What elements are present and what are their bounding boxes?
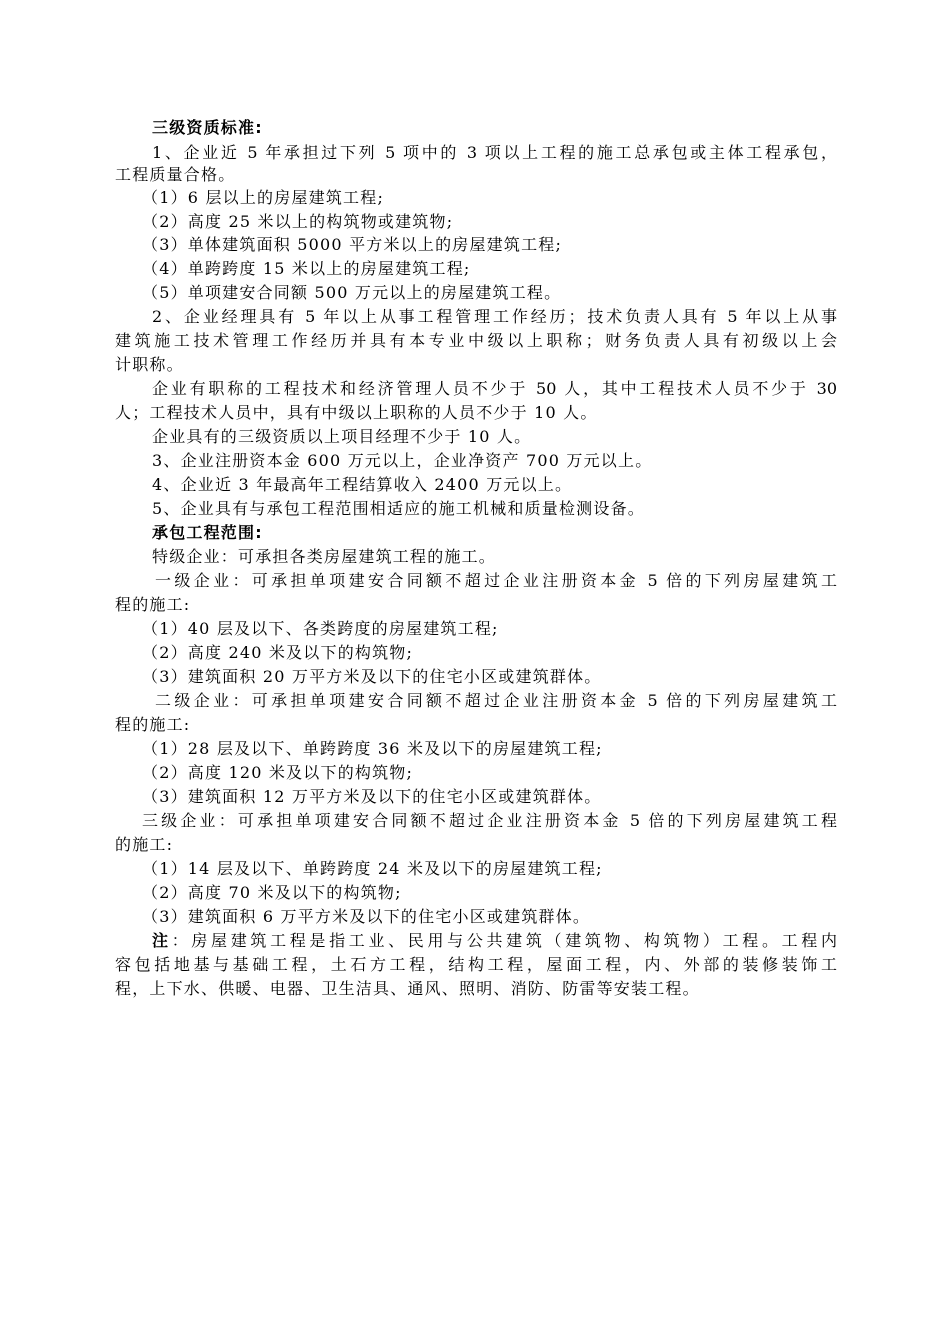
note-line <box>152 929 837 953</box>
list-item: （1）28 层及以下、单跨跨度 36 米及以下的房屋建筑工程; <box>142 739 603 758</box>
list-item: （2）高度 240 米及以下的构筑物; <box>142 643 414 662</box>
list-item: （1）6 层以上的房屋建筑工程; <box>142 188 385 207</box>
paragraph-line: 3、企业注册资本金 600 万元以上，企业净资产 700 万元以上。 <box>152 451 653 470</box>
list-item: （3）建筑面积 6 万平方米及以下的住宅小区或建筑群体。 <box>142 907 591 926</box>
note-text: ：房屋建筑工程是指工业、民用与公共建筑（建筑物、构筑物）工程。工程内 <box>171 931 837 950</box>
list-item: （2）高度 120 米及以下的构筑物; <box>142 763 414 782</box>
list-item: （4）单跨跨度 15 米以上的房屋建筑工程; <box>142 259 471 278</box>
paragraph-line: 人；工程技术人员中，具有中级以上职称的人员不少于 10 人。 <box>115 403 598 422</box>
paragraph-line: 三级企业：可承担单项建安合同额不超过企业注册资本金 5 倍的下列房屋建筑工程 <box>142 811 837 830</box>
paragraph-line: 5、企业具有与承包工程范围相适应的施工机械和质量检测设备。 <box>152 499 645 518</box>
list-item: （3）建筑面积 20 万平方米及以下的住宅小区或建筑群体。 <box>142 667 602 686</box>
list-item: （2）高度 25 米以上的构筑物或建筑物; <box>142 212 454 231</box>
paragraph-line: 4、企业近 3 年最高年工程结算收入 2400 万元以上。 <box>152 475 573 494</box>
paragraph-line: 2、企业经理具有 5 年以上从事工程管理工作经历；技术负责人具有 5 年以上从事 <box>152 307 837 326</box>
list-item: （3）单体建筑面积 5000 平方米以上的房屋建筑工程; <box>142 235 563 254</box>
paragraph-line: 的施工: <box>115 835 174 854</box>
paragraph-line: 1、企业近 5 年承担过下列 5 项中的 3 项以上工程的施工总承包或主体工程承包， <box>152 143 837 162</box>
paragraph-line: 一级企业：可承担单项建安合同额不超过企业注册资本金 5 倍的下列房屋建筑工 <box>155 571 837 590</box>
paragraph-line: 计职称。 <box>115 355 184 374</box>
note-label: 注 <box>152 931 172 950</box>
paragraph-line: 企业有职称的工程技术和经济管理人员不少于 50 人，其中工程技术人员不少于 30 <box>152 379 837 398</box>
list-item: （3）建筑面积 12 万平方米及以下的住宅小区或建筑群体。 <box>142 787 602 806</box>
section-heading-contract-scope: 承包工程范围: <box>152 523 263 542</box>
paragraph-line: 建筑施工技术管理工作经历并具有本专业中级以上职称；财务负责人具有初级以上会 <box>115 331 837 350</box>
paragraph-line: 程的施工: <box>115 715 191 734</box>
paragraph-line: 容包括地基与基础工程，土石方工程，结构工程，屋面工程，内、外部的装修装饰工 <box>115 955 837 974</box>
paragraph-line: 特级企业：可承担各类房屋建筑工程的施工。 <box>152 547 497 566</box>
paragraph-line: 程的施工: <box>115 595 191 614</box>
list-item: （5）单项建安合同额 500 万元以上的房屋建筑工程。 <box>142 283 562 302</box>
section-heading-level3-standards: 三级资质标准: <box>152 118 263 137</box>
paragraph-line: 工程质量合格。 <box>115 165 236 184</box>
paragraph-line: 二级企业：可承担单项建安合同额不超过企业注册资本金 5 倍的下列房屋建筑工 <box>155 691 837 710</box>
list-item: （1）14 层及以下、单跨跨度 24 米及以下的房屋建筑工程; <box>142 859 603 878</box>
paragraph-line: 程，上下水、供暖、电器、卫生洁具、通风、照明、消防、防雷等安装工程。 <box>115 979 700 998</box>
list-item: （1）40 层及以下、各类跨度的房屋建筑工程; <box>142 619 499 638</box>
list-item: （2）高度 70 米及以下的构筑物; <box>142 883 402 902</box>
paragraph-line: 企业具有的三级资质以上项目经理不少于 10 人。 <box>152 427 532 446</box>
